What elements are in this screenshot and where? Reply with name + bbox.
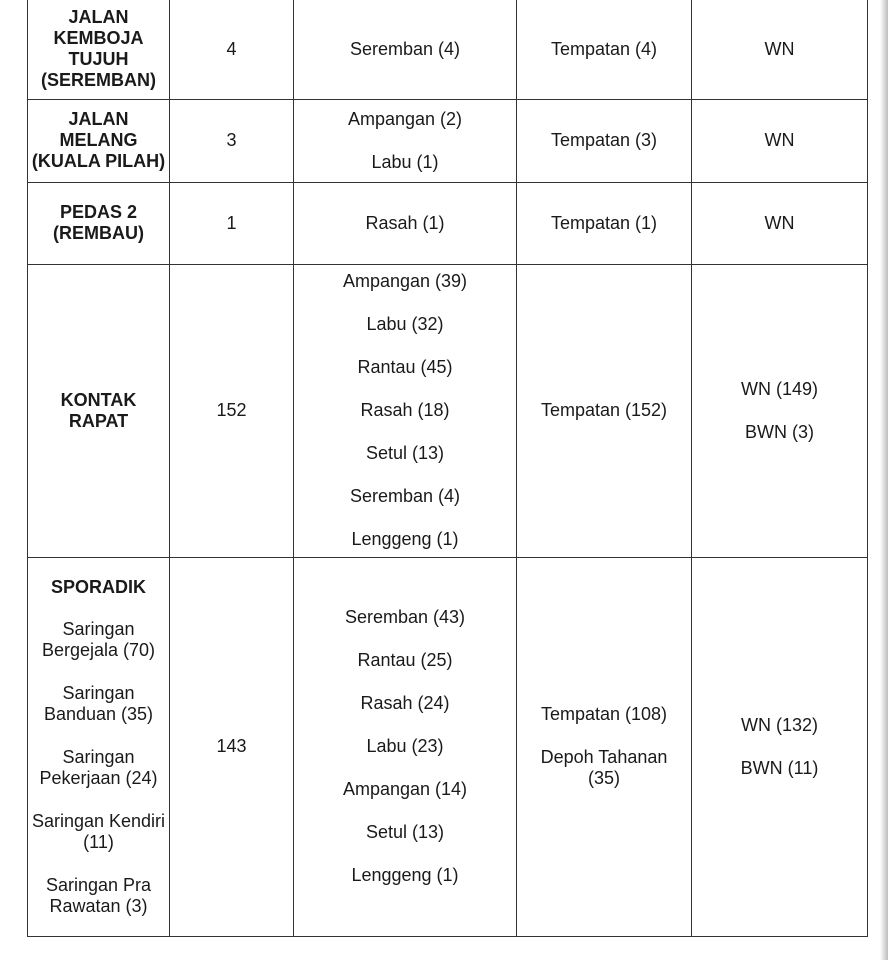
origin-cell: [517, 99, 692, 182]
citizenship-cell: [692, 99, 868, 182]
cluster-name-line: KONTAK: [60, 389, 137, 410]
origin-entry: Tempatan (4): [550, 38, 658, 59]
citizenship-entry: WN: [764, 38, 795, 59]
origin-entry-line: (35): [587, 768, 620, 788]
cluster-name-line: JALAN: [68, 109, 129, 129]
cluster-name-line: MELANG: [59, 130, 138, 150]
screening-category-line: Saringan: [62, 682, 135, 703]
screening-category-line: Saringan: [62, 746, 135, 767]
screening-category-line: Saringan: [62, 618, 135, 639]
screening-category: [42, 619, 155, 661]
screening-category-line: (11): [83, 831, 114, 852]
total-cases-cell: 3: [170, 99, 294, 182]
screening-category-line: Saringan Kendiri: [31, 810, 166, 831]
citizenship-entry: BWN (3): [745, 421, 814, 442]
cluster-name-line: RAPAT: [68, 410, 129, 431]
total-cases-cell: 1: [170, 182, 294, 264]
origin-cell: [517, 557, 692, 936]
citizenship-cell: [692, 0, 868, 99]
screening-category-line: Banduan (35): [43, 703, 154, 724]
screening-category-line: Pekerjaan (24): [39, 767, 158, 788]
citizenship-cell: [692, 182, 868, 264]
citizenship-entry: WN (149): [740, 378, 818, 399]
cluster-name-line: TUJUH: [68, 49, 129, 70]
cluster-name-line: JALAN: [68, 7, 129, 28]
cluster-name-line: PEDAS 2: [59, 202, 138, 222]
location-entry: Lenggeng (1): [351, 865, 459, 885]
citizenship-entry: WN (132): [740, 714, 818, 735]
origin-entry: [519, 747, 689, 789]
origin-entry: Tempatan (3): [550, 130, 658, 150]
screening-category-line: Rawatan (3): [49, 895, 148, 916]
location-cell: [294, 557, 517, 936]
total-cases-cell: 152: [170, 264, 294, 557]
total-cases-cell: 4: [170, 0, 294, 99]
total-cases-cell: 143: [170, 557, 294, 936]
location-cell: [294, 264, 517, 557]
screening-category: [39, 747, 157, 789]
cluster-name-cell: [28, 182, 170, 264]
location-cell: [294, 99, 517, 182]
origin-entry: Tempatan (108): [540, 704, 668, 724]
location-entry: Ampangan (14): [342, 779, 468, 799]
citizenship-entry: WN: [764, 130, 795, 150]
location-entry: Rasah (24): [360, 693, 450, 713]
location-entry: Seremban (43): [344, 607, 466, 627]
table-row: [28, 0, 868, 99]
screening-category: [46, 875, 151, 917]
location-entry: Ampangan (39): [342, 271, 468, 291]
origin-entry: Tempatan (1): [550, 212, 658, 233]
citizenship-cell: [692, 557, 868, 936]
cluster-name-cell: [28, 0, 170, 99]
location-entry: Rasah (18): [360, 400, 450, 420]
table-row: [28, 99, 868, 182]
origin-entry-line: Depoh Tahanan: [540, 747, 668, 767]
cluster-name-line: (KUALA PILAH): [31, 151, 166, 171]
location-cell: [294, 0, 517, 99]
cluster-name-cell: [28, 264, 170, 557]
screening-category-line: Bergejala (70): [41, 639, 156, 660]
cluster-cases-table: [27, 0, 868, 937]
cluster-name-line: KEMBOJA: [53, 28, 144, 49]
location-entry: Ampangan (2): [347, 108, 463, 129]
location-entry: Seremban (4): [349, 486, 461, 506]
page-edge-shadow: [880, 0, 888, 960]
location-cell: [294, 182, 517, 264]
location-entry: Setul (13): [365, 443, 445, 463]
location-entry: Rantau (45): [357, 357, 453, 377]
location-entry: Lenggeng (1): [351, 529, 459, 549]
location-entry: Labu (23): [366, 736, 444, 756]
cluster-name-cell: [28, 557, 170, 936]
origin-entry: Tempatan (152): [540, 400, 668, 420]
origin-cell: [517, 264, 692, 557]
citizenship-entry: WN: [764, 212, 795, 233]
origin-cell: [517, 0, 692, 99]
cluster-name-line: (REMBAU): [53, 223, 144, 243]
screening-category: [32, 811, 165, 853]
table-row: [28, 264, 868, 557]
table-row: [28, 557, 868, 936]
location-entry: Labu (32): [366, 314, 444, 334]
location-entry: Seremban (4): [349, 38, 461, 59]
origin-cell: [517, 182, 692, 264]
cluster-name-cell: [28, 99, 170, 182]
screening-category: [44, 683, 153, 725]
location-entry: Labu (1): [371, 151, 439, 172]
citizenship-entry: BWN (11): [740, 757, 819, 778]
citizenship-cell: [692, 264, 868, 557]
location-entry: Rasah (1): [365, 212, 445, 233]
sporadik-title: SPORADIK: [50, 576, 146, 597]
table-row: [28, 182, 868, 264]
location-entry: Rantau (25): [357, 650, 453, 670]
screening-category-line: Saringan Pra: [45, 874, 152, 895]
cluster-name-line: (SEREMBAN): [41, 70, 156, 91]
location-entry: Setul (13): [365, 822, 445, 842]
